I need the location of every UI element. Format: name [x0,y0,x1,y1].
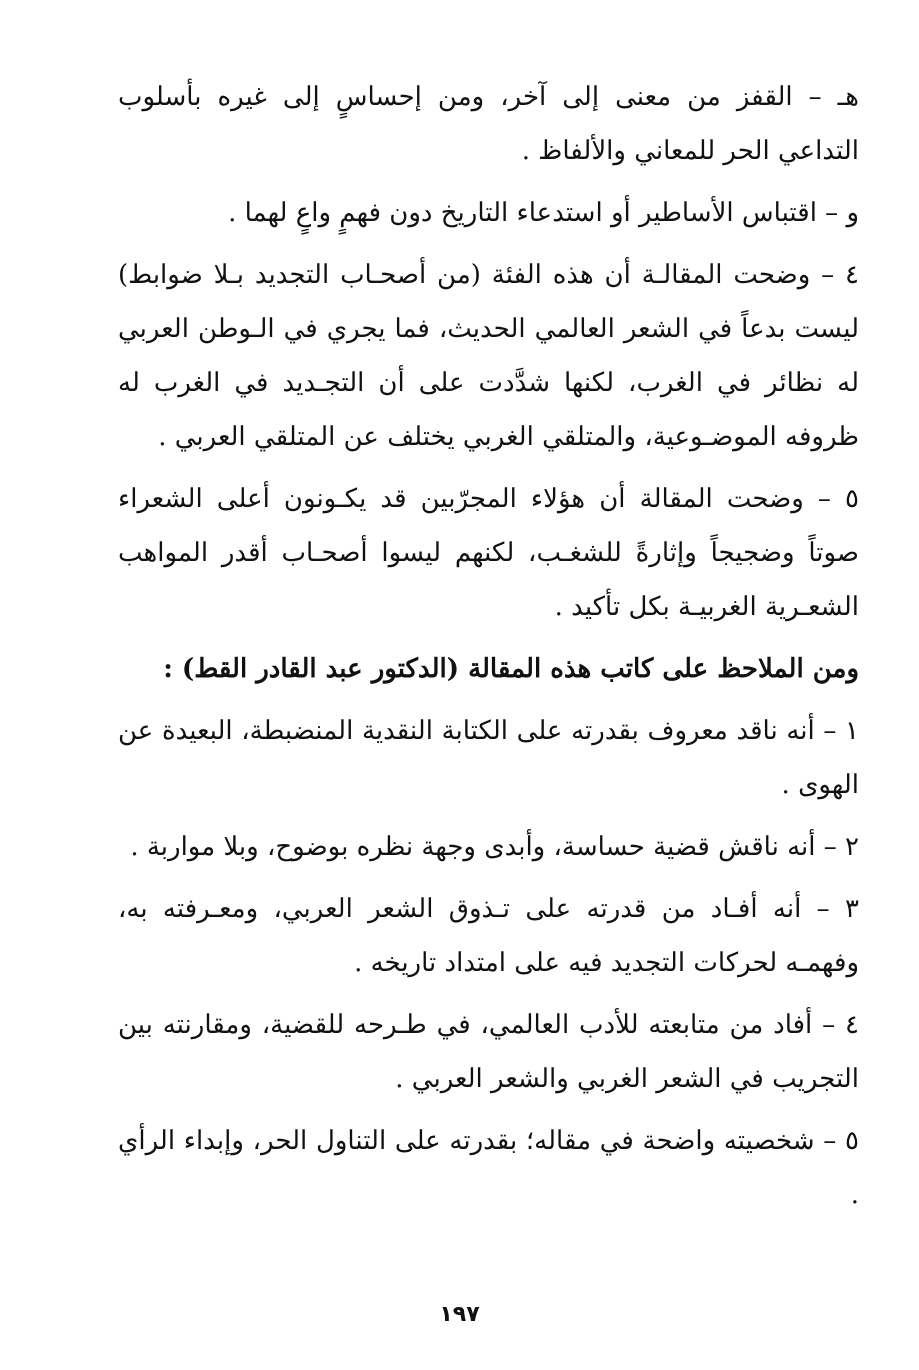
remark-2: ٢ – أنه ناقش قضية حساسة، وأبدى وجهة نظره بوضوح، وبلا مواربة . [130,832,859,862]
remark-1: ١ – أنه ناقد معروف بقدرته على الكتابة النقدية المنضبطة، البعيدة عن الهوى . [118,716,859,800]
paragraph-point-5: ٥ – وضحت المقالة أن هؤلاء المجرّبين قد يكـونون أعلى الشعراء صوتاً وضجيجاً وإثارةً للشغـب، لكنهم ليسوا أصحـاب أقدر المواهب الشعـرية الغربيـة بكل تأكيد . [118,484,859,622]
paragraph-point-4: ٤ – وضحت المقالـة أن هذه الفئة (من أصحـاب التجديد بـلا ضوابط) ليست بدعاً في الشعر العالمي الحديث، فما يجري في الـوطن العربي له نظائر في الغرب، لكنها شدَّدت على أن التجـديد في الغرب له ظروفه الموضـوعية، والمتلقي الغربي يختلف عن المتلقي العربي . [118,260,859,452]
remark-3: ٣ – أنه أفـاد من قدرته على تـذوق الشعر العربي، ومعـرفته به، وفهمـه لحركات التجديد فيه على امتداد تاريخه . [118,894,859,978]
body-text [118,70,859,1230]
remark-5: ٥ – شخصيته واضحة في مقاله؛ بقدرته على التناول الحر، وإبداء الرأي . [118,1126,859,1210]
paragraph-waw: و – اقتباس الأساطير أو استدعاء التاريخ دون فهمٍ واعٍ لهما . [228,198,859,228]
remarks-heading: ومن الملاحظ على كاتب هذه المقالة (الدكتور عبد القادر القط) : [163,654,859,684]
paragraph-he: هـ – القفز من معنى إلى آخر، ومن إحساسٍ إلى غيره بأسلوب التداعي الحر للمعاني والألفاظ . [118,82,859,166]
remark-4: ٤ – أفاد من متابعته للأدب العالمي، في طـرحه للقضية، ومقارنته بين التجريب في الشعر الغربي والشعر العربي . [118,1010,859,1094]
page-number: ١٩٧ [439,1302,480,1327]
